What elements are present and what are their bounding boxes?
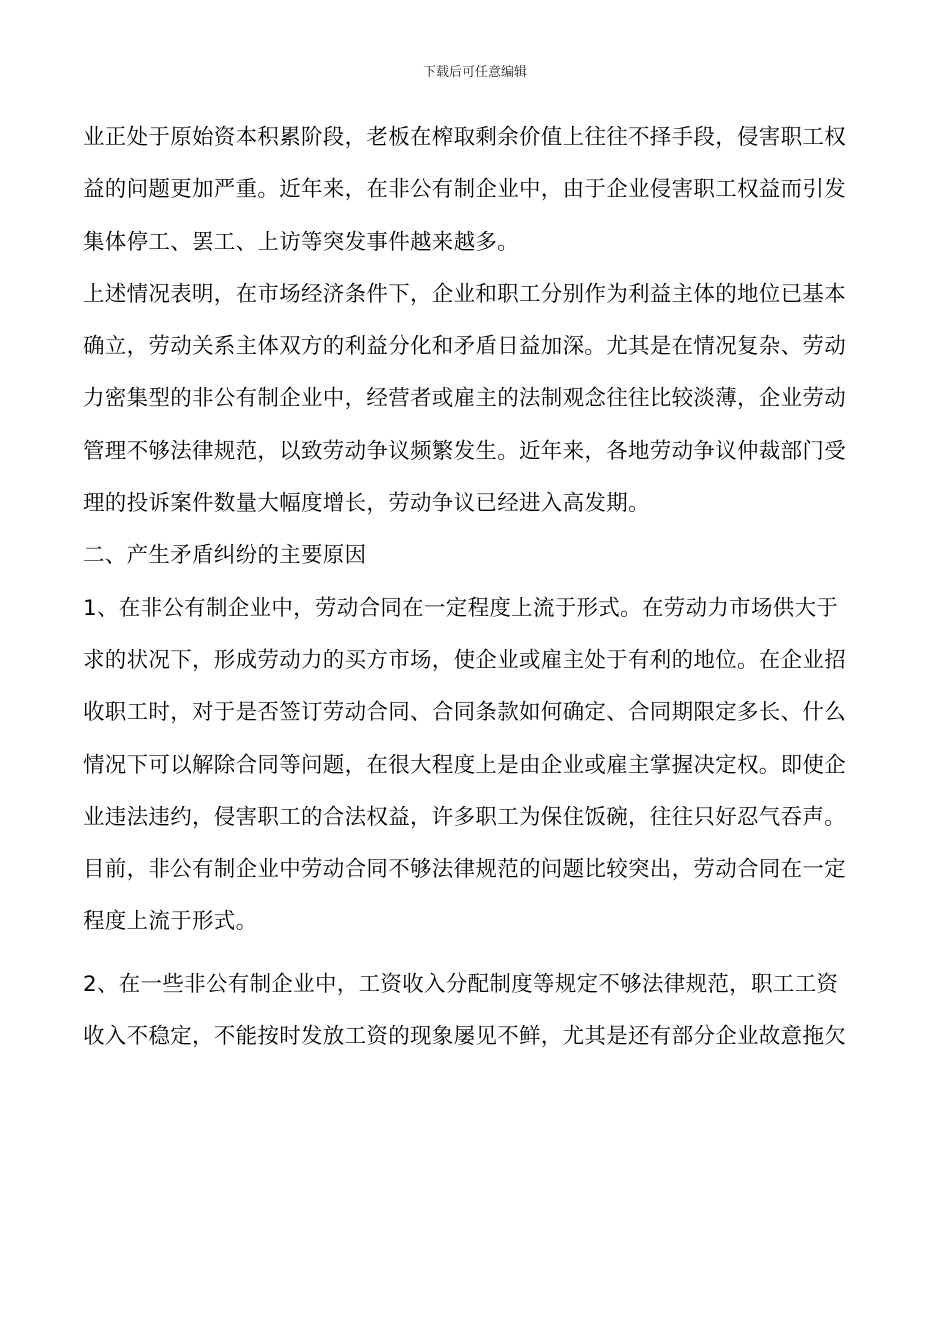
text-line: 目前，非公有制企业中劳动合同不够法律规范的问题比较突出，劳动合同在一定: [83, 857, 847, 883]
paragraph-gap: [83, 949, 873, 959]
text-line: 益的问题更加严重。近年来，在非公有制企业中，由于企业侵害职工权益而引发: [83, 177, 847, 203]
text-line: 情况下可以解除合同等问题，在很大程度上是由企业或雇主掌握决定权。即使企: [83, 752, 847, 778]
text-line: 集体停工、罢工、上访等突发事件越来越多。: [83, 229, 520, 255]
section-heading: 二、产生矛盾纠纷的主要原因: [83, 543, 367, 569]
text-line: 收入不稳定，不能按时发放工资的现象屡见不鲜，尤其是还有部分企业故意拖欠: [83, 1024, 847, 1050]
page-header-note: 下载后可任意编辑: [422, 65, 527, 80]
text-line: 1、在非公有制企业中，劳动合同在一定程度上流于形式。在劳动力市场供大于: [83, 595, 839, 621]
text-line: 上述情况表明，在市场经济条件下，企业和职工分别作为利益主体的地位已基本: [83, 281, 847, 307]
document-body: [83, 112, 873, 1063]
text-line: 确立，劳动关系主体双方的利益分化和矛盾日益加深。尤其是在情况复杂、劳动: [83, 334, 847, 360]
text-line: 业违法违约，侵害职工的合法权益，许多职工为保住饭碗，往往只好忍气吞声。: [83, 804, 847, 830]
text-line: 收职工时，对于是否签订劳动合同、合同条款如何确定、合同期限定多长、什么: [83, 700, 847, 726]
text-line: 2、在一些非公有制企业中，工资收入分配制度等规定不够法律规范，职工工资: [83, 971, 839, 997]
text-line: 理的投诉案件数量大幅度增长，劳动争议已经进入高发期。: [83, 491, 650, 517]
text-line: 管理不够法律规范，以致劳动争议频繁发生。近年来，各地劳动争议仲裁部门受: [83, 438, 847, 464]
text-line: 程度上流于形式。: [83, 909, 258, 935]
text-line: 业正处于原始资本积累阶段，老板在榨取剩余价值上往往不择手段，侵害职工权: [83, 125, 847, 150]
text-line: 求的状况下，形成劳动力的买方市场，使企业或雇主处于有利的地位。在企业招: [83, 647, 847, 673]
text-line: 力密集型的非公有制企业中，经营者或雇主的法制观念往往比较淡薄，企业劳动: [83, 386, 847, 412]
